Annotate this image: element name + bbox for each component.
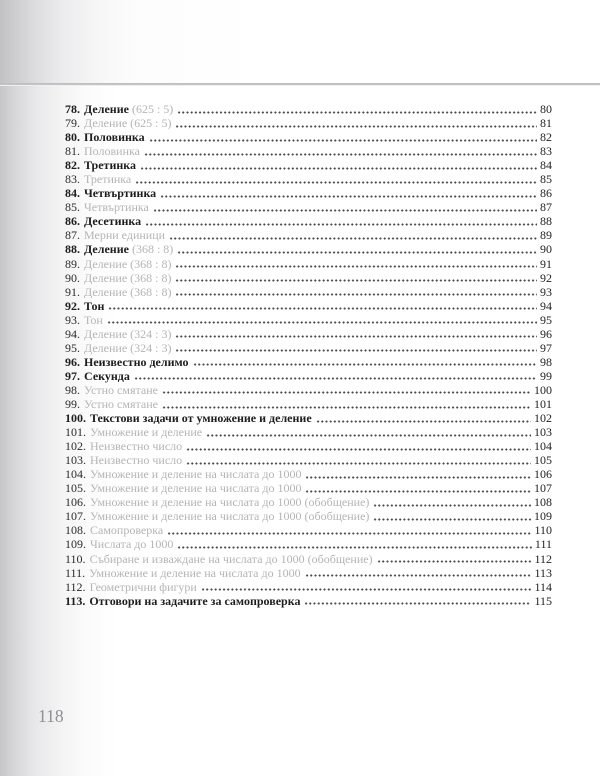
toc-entry xyxy=(65,580,552,594)
dot-leader xyxy=(201,588,532,591)
toc-entry xyxy=(65,158,552,172)
toc-entry-title: Деление (324 : 3) xyxy=(84,326,172,341)
toc-entry-page: 89 xyxy=(540,228,552,243)
toc-entry-title: Отговори на задачите за самопроверка xyxy=(89,593,301,608)
toc-entry-title: Тон xyxy=(84,298,105,313)
toc-entry xyxy=(65,425,552,439)
dot-leader xyxy=(377,560,532,563)
toc-entry-title: Умножение и деление на числата до 1000 xyxy=(90,467,302,482)
toc-entry-number: 100. xyxy=(65,411,86,426)
toc-entry xyxy=(65,186,552,200)
toc-entry-number: 103. xyxy=(65,453,86,468)
dot-leader xyxy=(175,349,537,352)
toc-entry-page: 102 xyxy=(534,411,552,426)
toc-entry-exercise: (625 : 5) xyxy=(131,102,174,116)
toc-entry-page: 91 xyxy=(540,256,552,271)
dot-leader xyxy=(108,307,537,310)
dot-leader xyxy=(175,293,537,296)
toc-entry-number: 81. xyxy=(65,144,80,159)
toc-entry-title: Събиране и изваждане на числата до 1000 (обобщение) xyxy=(89,551,373,566)
toc-entry-page: 112 xyxy=(534,551,552,566)
toc-entry-page: 81 xyxy=(540,116,552,131)
toc-entry-title: Деление (368 : 8) xyxy=(84,284,172,299)
dot-leader xyxy=(304,602,531,605)
toc-entry xyxy=(65,271,552,285)
dot-leader xyxy=(305,476,531,479)
toc-entry-title: Устно смятане xyxy=(84,382,158,397)
toc-entry xyxy=(65,242,552,256)
dot-leader xyxy=(186,462,531,465)
toc-entry-title: Текстови задачи от умножение и деление xyxy=(90,411,312,426)
toc-entry-title: Неизвестно число xyxy=(90,439,183,454)
toc-entry-number: 85. xyxy=(65,200,80,215)
toc-entry-title: Деление (368 : 8) xyxy=(84,256,172,271)
toc-entry xyxy=(65,369,552,383)
dot-leader xyxy=(135,181,537,184)
toc-entry xyxy=(65,439,552,453)
toc-entry-title: Десетинка xyxy=(84,214,142,229)
toc-entry-page: 111 xyxy=(534,537,552,552)
toc-entry-title: Мерни единици xyxy=(84,228,166,243)
toc-entry xyxy=(65,383,552,397)
toc-entry-title: Умножение и деление на числата до 1000 xyxy=(89,565,301,580)
toc-entry-title: Секунда xyxy=(84,368,130,383)
toc-entry xyxy=(65,467,552,481)
toc-entry-title: Самопроверка xyxy=(90,523,164,538)
toc-entry xyxy=(65,509,552,523)
dot-leader xyxy=(134,377,537,380)
toc-entry xyxy=(65,537,552,551)
toc-entry xyxy=(65,327,552,341)
toc-entry-number: 113. xyxy=(65,593,86,608)
dot-leader xyxy=(145,223,537,226)
toc-entry-page: 114 xyxy=(534,579,552,594)
toc-entry-number: 102. xyxy=(65,439,86,454)
toc-entry-number: 94. xyxy=(65,326,80,341)
toc-entry-title: Третинка xyxy=(84,172,132,187)
toc-entry-page: 101 xyxy=(534,396,552,411)
toc-entry-page: 105 xyxy=(534,453,552,468)
toc-entry-number: 95. xyxy=(65,340,80,355)
dot-leader xyxy=(177,111,537,114)
toc-entry-number: 90. xyxy=(65,270,80,285)
toc-entry-number: 89. xyxy=(65,256,80,271)
toc-entry xyxy=(65,411,552,425)
toc-entry-number: 78. xyxy=(65,102,80,116)
toc-entry-number: 84. xyxy=(65,186,80,201)
dot-leader xyxy=(144,153,537,156)
toc-entry-title: Половинка xyxy=(84,130,145,145)
toc-entry-page: 94 xyxy=(540,298,552,313)
toc-entry-title: Деление xyxy=(84,242,129,257)
toc-entry xyxy=(65,299,552,313)
toc-entry-page: 84 xyxy=(540,158,552,173)
dot-leader xyxy=(162,391,531,394)
toc-entry-page: 92 xyxy=(540,270,552,285)
toc-entry-number: 79. xyxy=(65,116,80,131)
dot-leader xyxy=(373,518,531,521)
page-number-folio: 118 xyxy=(38,706,64,726)
toc-entry-title: Умножение и деление xyxy=(90,425,203,440)
toc-entry xyxy=(65,341,552,355)
toc-entry xyxy=(65,453,552,467)
toc-entry-page: 104 xyxy=(534,439,552,454)
toc-entry xyxy=(65,285,552,299)
dot-leader xyxy=(107,321,537,324)
toc-entry xyxy=(65,481,552,495)
toc-entry-page: 113 xyxy=(534,565,552,580)
dot-leader xyxy=(175,265,537,268)
toc-entry xyxy=(65,130,552,144)
dot-leader xyxy=(160,195,537,198)
toc-entry xyxy=(65,397,552,411)
toc-entry xyxy=(65,214,552,228)
toc-entry-page: 109 xyxy=(534,509,552,524)
dot-leader xyxy=(153,209,537,212)
dot-leader xyxy=(373,504,531,507)
toc-entry-number: 91. xyxy=(65,284,80,299)
dot-leader xyxy=(162,406,531,409)
toc-entry-number: 108. xyxy=(65,523,86,538)
toc-entry-page: 85 xyxy=(540,172,552,187)
dot-leader xyxy=(175,279,537,282)
toc-entry-number: 88. xyxy=(65,242,80,257)
toc-entry xyxy=(65,552,552,566)
toc-entry-page: 115 xyxy=(534,593,552,608)
toc-entry-page: 86 xyxy=(540,186,552,201)
toc-entry-page: 107 xyxy=(534,481,552,496)
toc-entry-title: Четвъртинка xyxy=(84,200,149,215)
dot-leader xyxy=(177,251,537,254)
toc-entry-title: Геометрични фигури xyxy=(89,579,197,594)
toc-entry xyxy=(65,495,552,509)
dot-leader xyxy=(316,420,531,423)
toc-entry-page: 96 xyxy=(540,326,552,341)
toc-entry-number: 104. xyxy=(65,467,86,482)
dot-leader xyxy=(193,363,537,366)
toc-entry xyxy=(65,228,552,242)
toc-entry xyxy=(65,102,552,116)
dot-leader xyxy=(167,532,531,535)
dot-leader xyxy=(149,139,537,142)
toc-entry-number: 93. xyxy=(65,312,80,327)
toc-entry-title: Деление (324 : 3) xyxy=(84,340,172,355)
toc-entry-number: 96. xyxy=(65,354,80,369)
toc-entry-number: 106. xyxy=(65,495,86,510)
toc-entry xyxy=(65,594,552,608)
toc-entry-title: Деление xyxy=(84,102,129,116)
dot-leader xyxy=(175,125,537,128)
toc-entry xyxy=(65,116,552,130)
toc-entry-number: 109. xyxy=(65,537,86,552)
toc-entry-title: Неизвестно делимо xyxy=(84,354,189,369)
toc-entry-title: Деление (625 : 5) xyxy=(84,116,172,131)
dot-leader xyxy=(175,335,537,338)
toc-entry-title: Неизвестно число xyxy=(90,453,183,468)
toc-entry-title: Тон xyxy=(84,312,103,327)
toc-entry-number: 80. xyxy=(65,130,80,145)
toc-entry-page: 88 xyxy=(540,214,552,229)
toc-entry-number: 105. xyxy=(65,481,86,496)
toc-entry-page: 98 xyxy=(540,354,552,369)
toc-entry xyxy=(65,257,552,271)
toc-entry-exercise: (368 : 8) xyxy=(131,242,174,257)
toc-entry-title: Умножение и деление на числата до 1000 (обобщение) xyxy=(90,495,370,510)
toc-entry-page: 110 xyxy=(534,523,552,538)
toc-entry xyxy=(65,523,552,537)
toc-entry-page: 106 xyxy=(534,467,552,482)
dot-leader xyxy=(177,546,532,549)
toc-entry xyxy=(65,313,552,327)
toc-entry-number: 99. xyxy=(65,396,80,411)
toc-entry-page: 82 xyxy=(540,130,552,145)
toc-entry-page: 83 xyxy=(540,144,552,159)
toc-entry-page: 90 xyxy=(540,242,552,257)
toc-entry-page: 108 xyxy=(534,495,552,510)
dot-leader xyxy=(305,490,531,493)
toc-entry xyxy=(65,200,552,214)
toc-entry-number: 111. xyxy=(65,565,86,580)
page-top-shading xyxy=(0,0,600,83)
toc-entry-number: 97. xyxy=(65,368,80,383)
toc-entry xyxy=(65,172,552,186)
toc-entry-number: 87. xyxy=(65,228,80,243)
toc-entry-number: 110. xyxy=(65,551,86,566)
header-rule xyxy=(0,83,600,86)
toc-entry-title: Умножение и деление на числата до 1000 xyxy=(90,481,302,496)
table-of-contents xyxy=(65,102,552,608)
toc-entry-title: Умножение и деление на числата до 1000 (обобщение) xyxy=(90,509,370,524)
toc-entry-title: Третинка xyxy=(84,158,137,173)
toc-entry-number: 83. xyxy=(65,172,80,187)
toc-entry-number: 82. xyxy=(65,158,80,173)
toc-entry-title: Половинка xyxy=(84,144,140,159)
toc-entry xyxy=(65,566,552,580)
toc-entry-page: 93 xyxy=(540,284,552,299)
toc-entry-number: 92. xyxy=(65,298,80,313)
toc-entry-page: 103 xyxy=(534,425,552,440)
toc-entry-page: 97 xyxy=(540,340,552,355)
toc-entry-number: 112. xyxy=(65,579,86,594)
toc-entry-page: 100 xyxy=(534,382,552,397)
toc-entry-page: 87 xyxy=(540,200,552,215)
dot-leader xyxy=(305,574,532,577)
toc-entry-number: 98. xyxy=(65,382,80,397)
toc-entry xyxy=(65,144,552,158)
dot-leader xyxy=(140,167,537,170)
toc-entry-page: 95 xyxy=(540,312,552,327)
toc-entry-title: Числата до 1000 xyxy=(90,537,174,552)
dot-leader xyxy=(206,434,531,437)
toc-entry-number: 86. xyxy=(65,214,80,229)
toc-entry xyxy=(65,355,552,369)
dot-leader xyxy=(186,448,531,451)
dot-leader xyxy=(169,237,537,240)
toc-entry-number: 107. xyxy=(65,509,86,524)
toc-entry-title: Устно смятане xyxy=(84,396,158,411)
toc-entry-title: Деление (368 : 8) xyxy=(84,270,172,285)
toc-entry-number: 101. xyxy=(65,425,86,440)
toc-entry-title: Четвъртинка xyxy=(84,186,157,201)
toc-entry-page: 99 xyxy=(540,368,552,383)
toc-entry-page: 80 xyxy=(540,102,552,116)
